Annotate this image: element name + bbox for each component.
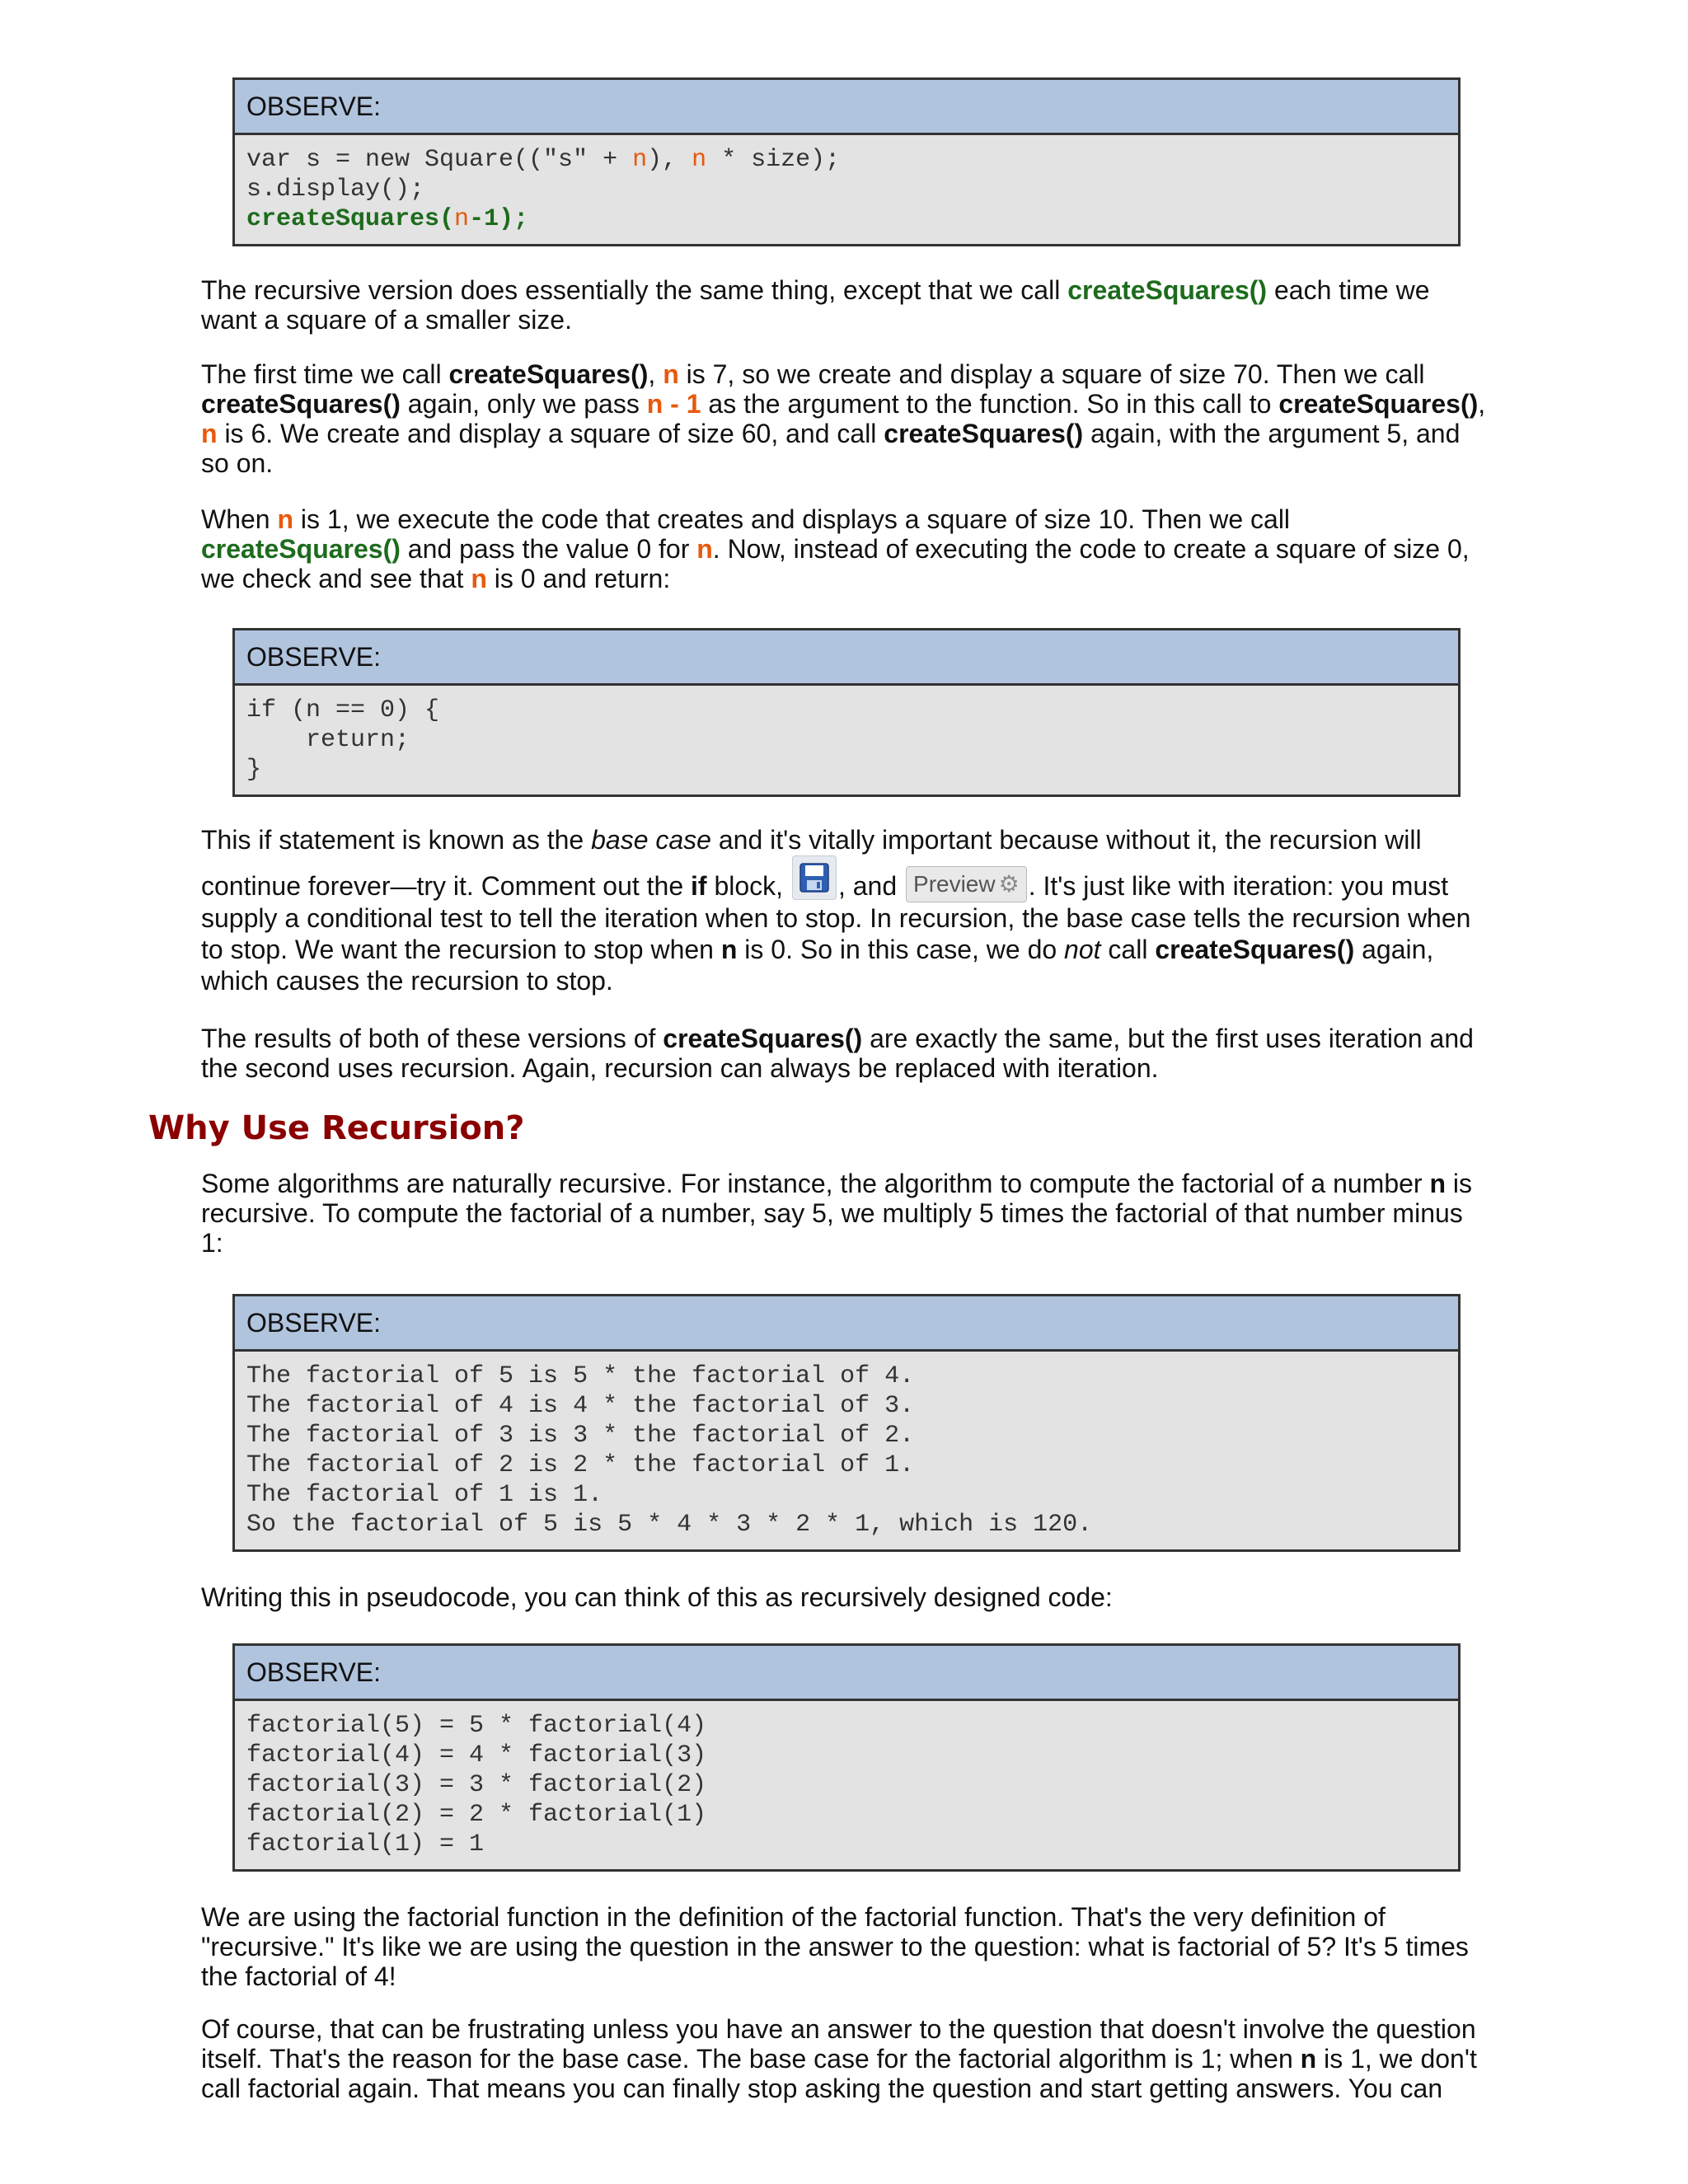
- text: is 6. We create and display a square of size 60, and call: [217, 419, 884, 448]
- observe-header: OBSERVE:: [235, 1296, 1458, 1352]
- text: is 0 and return:: [486, 564, 671, 593]
- code-line: factorial(2) = 2 * factorial(1): [246, 1801, 707, 1829]
- text: Of course, that can be frustrating unless you have an answer to the question that doesn't involve the question itself. That's the reason for the base case. The base case for the factorial algorithm is 1; when: [201, 2014, 1476, 2074]
- code-line: factorial(1) = 1: [246, 1830, 485, 1858]
- text: The first time we call: [201, 359, 449, 389]
- paragraph-5: [201, 1024, 1487, 1083]
- observe-header: OBSERVE:: [235, 80, 1458, 135]
- code-text: * size);: [706, 146, 841, 174]
- text: ,: [648, 359, 663, 389]
- paragraph-2: [201, 359, 1487, 478]
- code-line: The factorial of 1 is 1.: [246, 1481, 603, 1509]
- code-line: factorial(4) = 4 * factorial(3): [246, 1741, 707, 1769]
- observe-header: OBSERVE:: [235, 1646, 1458, 1701]
- code-listing: [235, 686, 1458, 794]
- code-text: var s = new Square(("s" +: [246, 146, 633, 174]
- code-var-n: n: [632, 146, 648, 174]
- emphasis: base case: [591, 825, 711, 855]
- inline-code: createSquares(): [201, 389, 401, 419]
- paragraph-6: [201, 1169, 1487, 1258]
- inline-var: n - 1: [646, 389, 701, 419]
- preview-button[interactable]: [906, 866, 1027, 902]
- observe-block-3: [232, 1294, 1461, 1552]
- gear-icon: ⚙: [998, 871, 1020, 897]
- inline-keyword: if: [691, 871, 707, 901]
- inline-code: createSquares(): [201, 534, 401, 564]
- text: again, which causes the recursion to stop.: [201, 935, 1434, 996]
- code-text: }: [246, 756, 262, 784]
- paragraph-1: [201, 275, 1487, 335]
- text: is 1, we execute the code that creates and displays a square of size 10. Then we call: [293, 504, 1291, 534]
- text: each time we want a square of a smaller size.: [201, 275, 1430, 335]
- save-disk-icon[interactable]: [792, 855, 837, 900]
- text: and it's vitally important because without it, the recursion will continue forever—try it. Comment out the: [201, 825, 1422, 901]
- text: , and: [837, 871, 905, 901]
- text: This if statement is known as the: [201, 825, 592, 855]
- paragraph-4: [201, 824, 1487, 996]
- text: again, only we pass: [400, 389, 647, 419]
- inline-code: createSquares(): [448, 359, 649, 389]
- inline-var: n: [696, 534, 713, 564]
- inline-var: n: [663, 359, 679, 389]
- code-fn: -1);: [469, 205, 529, 233]
- inline-code: createSquares(): [1067, 275, 1268, 305]
- text: call: [1100, 935, 1156, 964]
- inline-code: createSquares(): [884, 419, 1084, 448]
- inline-var: n: [277, 504, 294, 534]
- text: and pass the value 0 for: [400, 534, 697, 564]
- code-text: s.display();: [246, 176, 425, 204]
- text: is 7, so we create and display a square of size 70. Then we call: [678, 359, 1425, 389]
- code-listing: [235, 135, 1458, 244]
- code-line: factorial(3) = 3 * factorial(2): [246, 1771, 707, 1799]
- code-line: So the factorial of 5 is 5 * 4 * 3 * 2 * 1, which is 120.: [246, 1511, 1093, 1539]
- text: are exactly the same, but the first uses iteration and the second uses recursion. Again, recursion can always be replaced with iteration.: [201, 1024, 1474, 1083]
- text: Some algorithms are naturally recursive. For instance, the algorithm to compute the factorial of a number: [201, 1169, 1430, 1198]
- code-line: factorial(5) = 5 * factorial(4): [246, 1712, 707, 1740]
- observe-block-1: [232, 77, 1461, 246]
- inline-var: n: [720, 935, 738, 964]
- text: The recursive version does essentially the same thing, except that we call: [201, 275, 1068, 305]
- code-text: ),: [647, 146, 692, 174]
- text: . Now, instead of executing the code to create a square of size 0, we check and see that: [201, 534, 1470, 593]
- section-heading: Why Use Recursion?: [148, 1109, 525, 1147]
- inline-code: createSquares(): [1278, 389, 1479, 419]
- text: is recursive. To compute the factorial of a number, say 5, we multiply 5 times the factorial of that number minus 1:: [201, 1169, 1473, 1258]
- code-line: The factorial of 5 is 5 * the factorial of 4.: [246, 1362, 915, 1390]
- observe-block-4: [232, 1643, 1461, 1872]
- inline-code: createSquares(): [1155, 935, 1355, 964]
- observe-header: OBSERVE:: [235, 630, 1458, 686]
- inline-var: n: [471, 564, 487, 593]
- inline-code: createSquares(): [663, 1024, 863, 1053]
- text: . It's just like with iteration: you must supply a conditional test to tell the iteration when to stop. In recursion, the base case tells the recursion when to stop. We want the recursion to stop when: [201, 871, 1471, 964]
- text: again, with the argument 5, and so on.: [201, 419, 1461, 478]
- inline-var: n: [1300, 2044, 1317, 2074]
- inline-var: n: [1429, 1169, 1447, 1198]
- code-line: The factorial of 4 is 4 * the factorial of 3.: [246, 1392, 915, 1420]
- code-line: The factorial of 2 is 2 * the factorial of 1.: [246, 1451, 915, 1479]
- text: as the argument to the function. So in this call to: [701, 389, 1279, 419]
- paragraph-9: [201, 2014, 1487, 2103]
- text: When: [201, 504, 278, 534]
- code-text: return;: [246, 726, 410, 754]
- text: block,: [706, 871, 790, 901]
- preview-label: Preview: [913, 871, 996, 897]
- code-listing: [235, 1701, 1458, 1869]
- code-listing: [235, 1352, 1458, 1549]
- code-fn: createSquares(: [246, 205, 455, 233]
- code-var-n: n: [692, 146, 707, 174]
- text: is 1, we don't call factorial again. That means you can finally stop asking the question and start getting answers. You can: [201, 2044, 1477, 2103]
- emphasis: not: [1064, 935, 1101, 964]
- paragraph-7: Writing this in pseudocode, you can think of this as recursively designed code:: [201, 1582, 1113, 1612]
- code-text: if (n == 0) {: [246, 696, 440, 724]
- text: The results of both of these versions of: [201, 1024, 663, 1053]
- paragraph-3: [201, 504, 1487, 593]
- text: is 0. So in this case, we do: [737, 935, 1065, 964]
- paragraph-8: We are using the factorial function in the definition of the factorial function. That's the very definition of "recursive." It's like we are using the question in the answer to the question: what is factorial of 5? It's 5 times the factorial of 4!: [201, 1902, 1469, 1991]
- text: ,: [1478, 389, 1486, 419]
- code-var-n: n: [454, 205, 470, 233]
- observe-block-2: [232, 628, 1461, 797]
- code-line: The factorial of 3 is 3 * the factorial of 2.: [246, 1422, 915, 1450]
- inline-var: n: [201, 419, 218, 448]
